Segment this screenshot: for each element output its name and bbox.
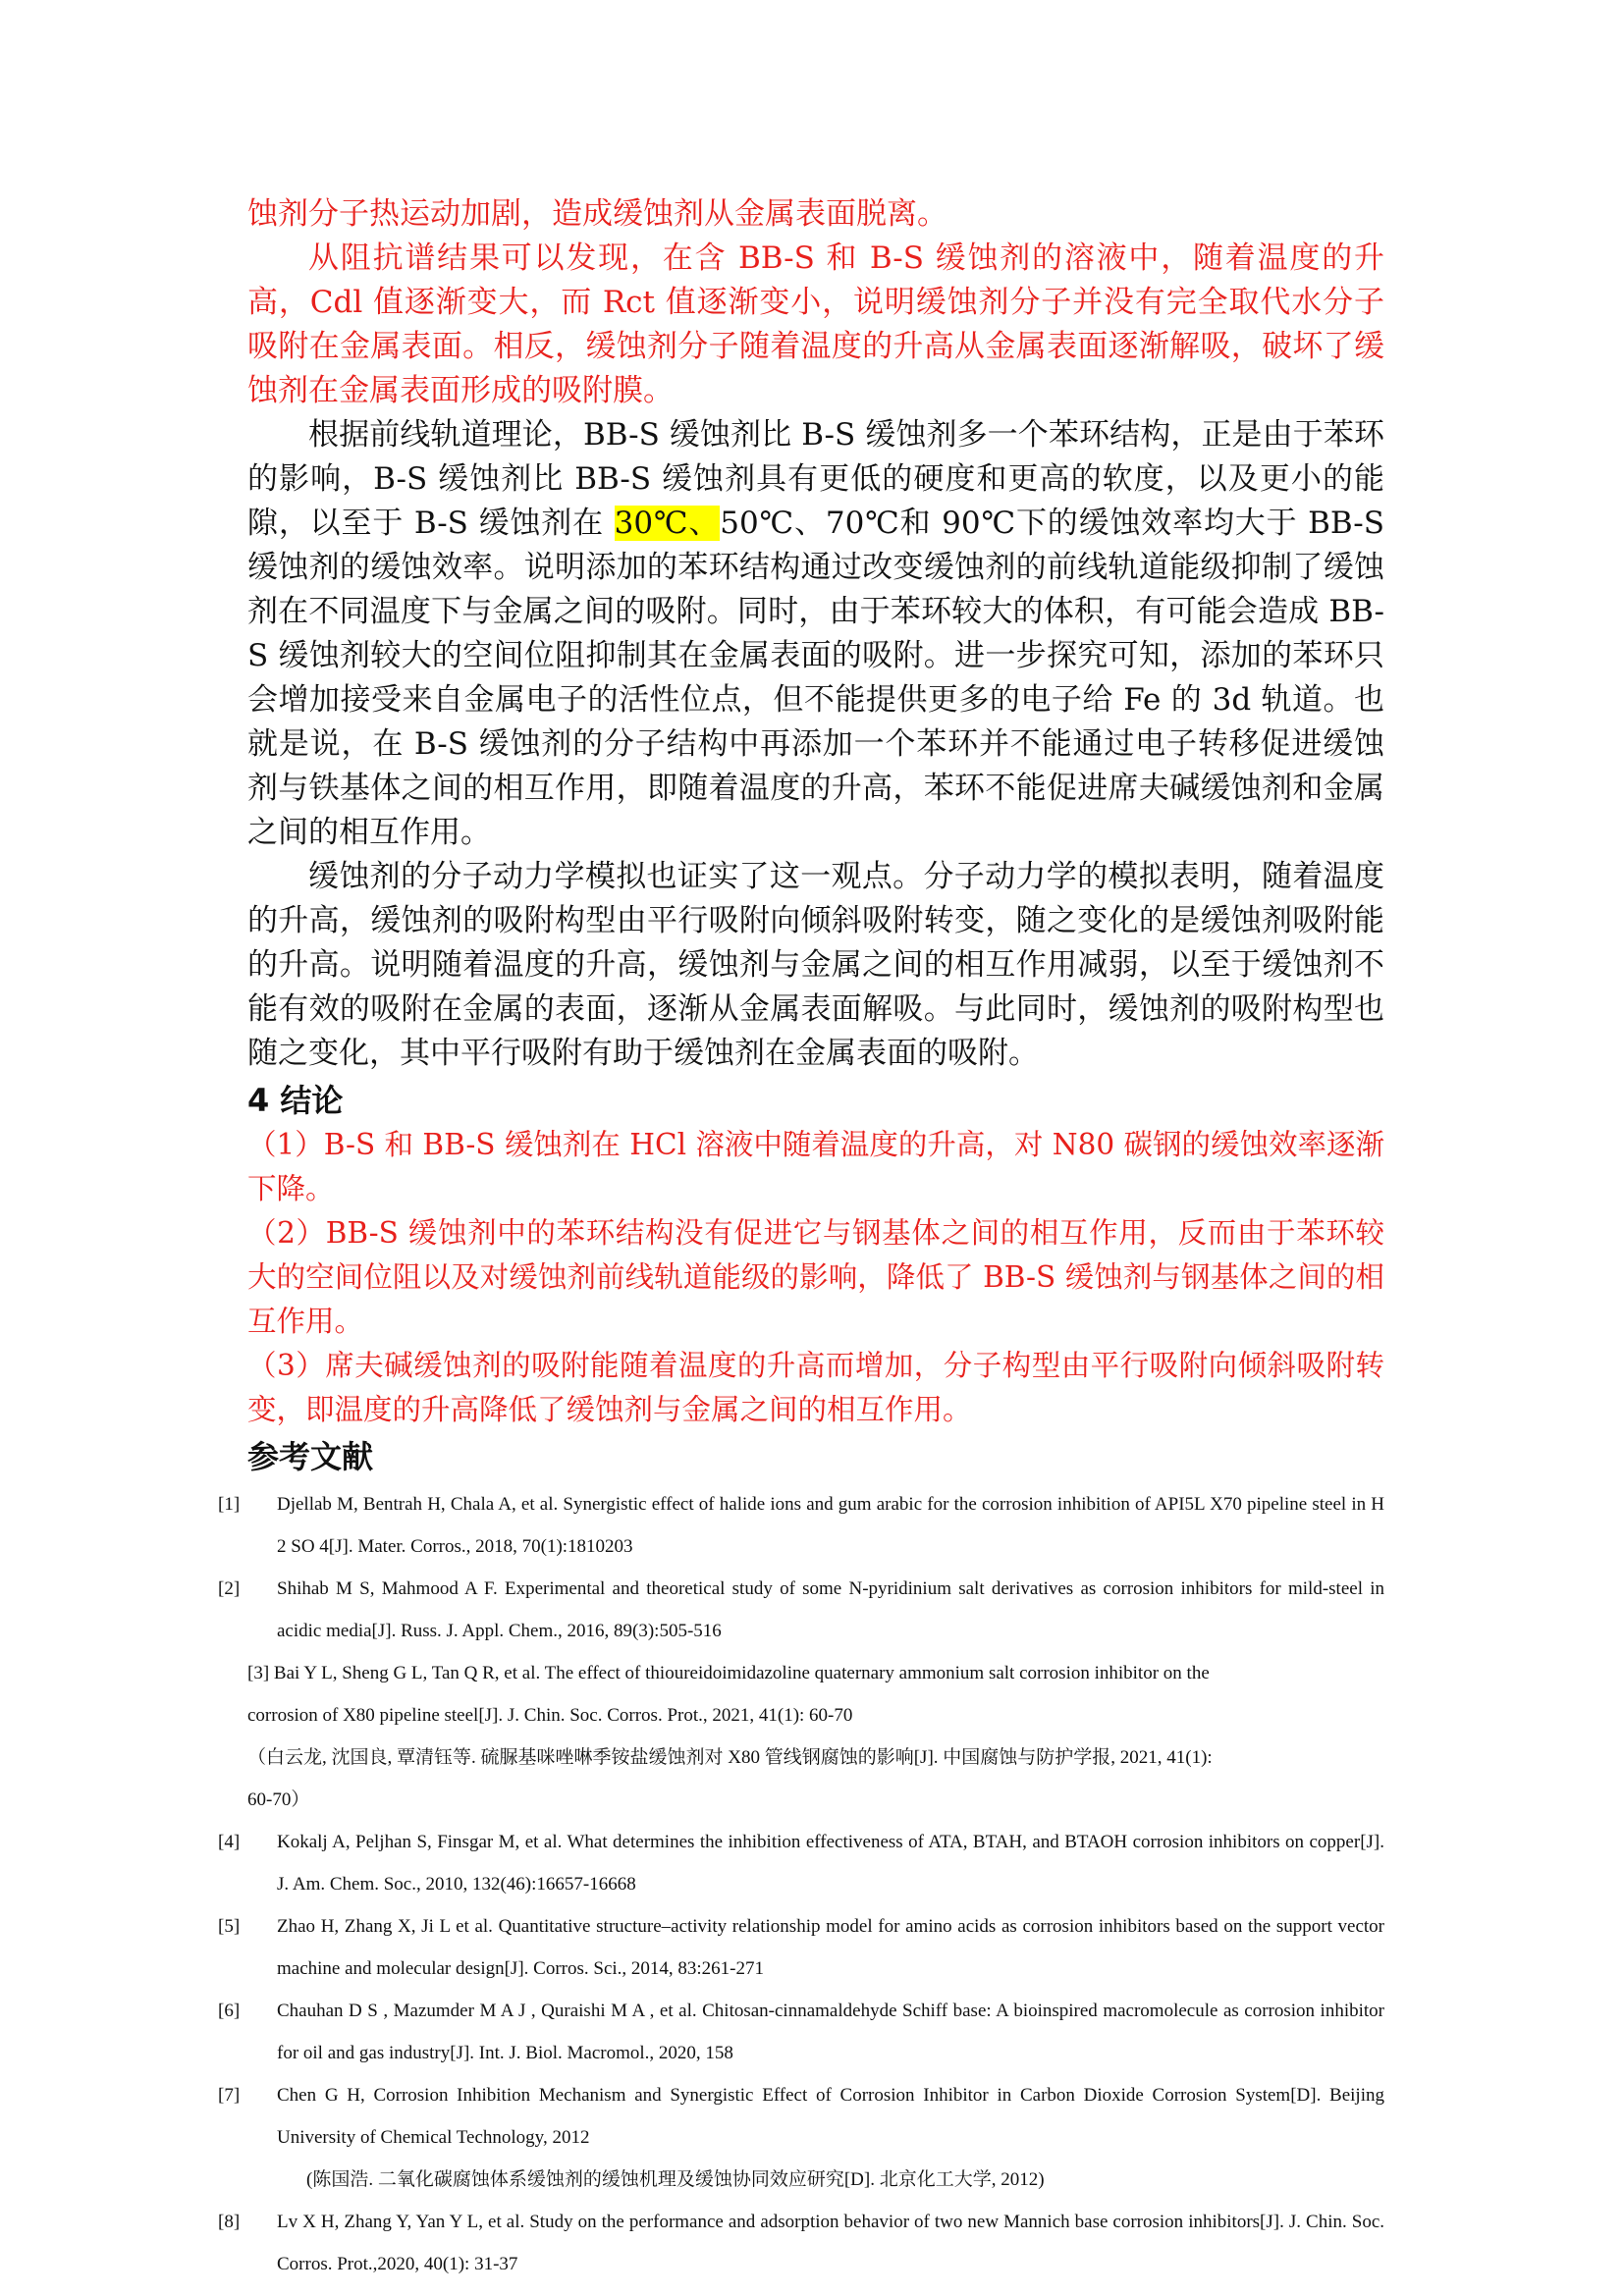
highlighted-text: 30℃、 xyxy=(614,506,721,541)
conclusion-item-3: （3）席夫碱缓蚀剂的吸附能随着温度的升高而增加，分子构型由平行吸附向倾斜吸附转变，即温度的升高降低了缓蚀剂与金属之间的相互作用。 xyxy=(247,1349,1384,1426)
reference-text: Kokalj A, Peljhan S, Finsgar M, et al. What determines the inhibition effectiveness of ATA, BTAH, and BTAOH corrosion inhibitors on copper[J]. J. Am. Chem. Soc., 2010, 132(46):16657-16668 xyxy=(277,1832,1384,1895)
reference-item-5 xyxy=(218,1905,1384,1990)
reference-text: Shihab M S, Mahmood A F. Experimental and theoretical study of some N-pyridinium salt derivatives as corrosion inhibitors for mild-steel in acidic media[J]. Russ. J. Appl. Chem., 2016, 89(3):505-516 xyxy=(277,1578,1384,1641)
reference-number: [2] xyxy=(218,1578,241,1599)
paragraph-3-text-a: 根据前线轨道理论，BB-S 缓蚀剂比 B-S 缓蚀剂多一个苯环结构，正是由于苯环的影响，B-S 缓蚀剂比 BB-S 缓蚀剂具有更低的硬度和更高的软度，以及更小的能隙，以至于 B-S 缓蚀剂在 xyxy=(247,417,1384,541)
reference-item-1 xyxy=(218,1483,1384,1568)
conclusion-item-2: （2）BB-S 缓蚀剂中的苯环结构没有促进它与钢基体之间的相互作用，反而由于苯环较大的空间位阻以及对缓蚀剂前线轨道能级的影响，降低了 BB-S 缓蚀剂与钢基体之间的相互作用。 xyxy=(247,1216,1384,1338)
paragraph-3 xyxy=(247,413,1384,855)
reference-translation: (陈国浩. 二氧化碳腐蚀体系缓蚀剂的缓蚀机理及缓蚀协同效应研究[D]. 北京化工大学, 2012) xyxy=(306,2169,1045,2190)
reference-translation-line: （白云龙, 沈国良, 覃清钰等. 硫脲基咪唑啉季铵盐缓蚀剂对 X80 管线钢腐蚀的影响[J]. 中国腐蚀与防护学报, 2021, 41(1): xyxy=(247,1747,1213,1768)
reference-list xyxy=(218,1483,1384,2285)
reference-number: [5] xyxy=(218,1916,241,1937)
reference-number: [7] xyxy=(218,2085,241,2106)
page-content xyxy=(218,192,1384,2285)
reference-item-6 xyxy=(218,1990,1384,2074)
reference-item-2 xyxy=(218,1568,1384,1652)
references-heading: 参考文献 xyxy=(247,1438,374,1475)
reference-item-3 xyxy=(247,1652,1384,1821)
reference-item-7 xyxy=(218,2074,1384,2201)
reference-text: Zhao H, Zhang X, Ji L et al. Quantitative structure–activity relationship model for amino acids as corrosion inhibitors based on the support vector machine and molecular design[J]. Corros. Sci., 2014, 83:261-271 xyxy=(277,1916,1384,1979)
reference-number: [6] xyxy=(218,2001,241,2021)
reference-item-8 xyxy=(218,2201,1384,2285)
paragraph-4: 缓蚀剂的分子动力学模拟也证实了这一观点。分子动力学的模拟表明，随着温度的升高，缓蚀剂的吸附构型由平行吸附向倾斜吸附转变，随之变化的是缓蚀剂吸附能的升高。说明随着温度的升高，缓蚀剂与金属之间的相互作用减弱，以至于缓蚀剂不能有效的吸附在金属的表面，逐渐从金属表面解吸。与此同时，缓蚀剂的吸附构型也随之变化，其中平行吸附有助于缓蚀剂在金属表面的吸附。 xyxy=(247,859,1384,1071)
reference-number: [1] xyxy=(218,1494,241,1515)
reference-text: Lv X H, Zhang Y, Yan Y L, et al. Study on the performance and adsorption behavior of two new Mannich base corrosion inhibitors[J]. J. Chin. Soc. Corros. Prot.,2020, 40(1): 31-37 xyxy=(277,2212,1384,2274)
reference-text: Chen G H, Corrosion Inhibition Mechanism and Synergistic Effect of Corrosion Inhibitor in Carbon Dioxide Corrosion System[D]. Beijing University of Chemical Technology, 2012 xyxy=(277,2085,1384,2148)
reference-translation-line: 60-70） xyxy=(247,1789,310,1810)
conclusion-heading: 4 结论 xyxy=(247,1082,344,1119)
reference-text: Chauhan D S , Mazumder M A J , Quraishi M A , et al. Chitosan-cinnamaldehyde Schiff base: A bioinspired macromolecule as corrosion inhibitor for oil and gas industry[J]. Int. J. Biol. Macromol., 2020, 158 xyxy=(277,2001,1384,2063)
paragraph-2: 从阻抗谱结果可以发现，在含 BB-S 和 B-S 缓蚀剂的溶液中，随着温度的升高，Cdl 值逐渐变大，而 Rct 值逐渐变小，说明缓蚀剂分子并没有完全取代水分子吸附在金属表面。相反，缓蚀剂分子随着温度的升高从金属表面逐渐解吸，破坏了缓蚀剂在金属表面形成的吸附膜。 xyxy=(247,240,1384,408)
reference-item-4 xyxy=(218,1821,1384,1905)
reference-line: corrosion of X80 pipeline steel[J]. J. Chin. Soc. Corros. Prot., 2021, 41(1): 60-70 xyxy=(247,1705,853,1726)
reference-number: [4] xyxy=(218,1832,241,1852)
reference-number: [8] xyxy=(218,2212,241,2232)
conclusion-item-1: （1）B-S 和 BB-S 缓蚀剂在 HCl 溶液中随着温度的升高，对 N80 碳钢的缓蚀效率逐渐下降。 xyxy=(247,1128,1384,1205)
reference-text: Djellab M, Bentrah H, Chala A, et al. Synergistic effect of halide ions and gum arabic for the corrosion inhibition of API5L X70 pipeline steel in H 2 SO 4[J]. Mater. Corros., 2018, 70(1):1810203 xyxy=(277,1494,1384,1557)
paragraph-3-text-b: 50℃、70℃和 90℃下的缓蚀效率均大于 BB-S 缓蚀剂的缓蚀效率。说明添加的苯环结构通过改变缓蚀剂的前线轨道能级抑制了缓蚀剂在不同温度下与金属之间的吸附。同时，由于苯环较大的体积，有可能会造成 BB-S 缓蚀剂较大的空间位阻抑制其在金属表面的吸附。进一步探究可知，添加的苯环只会增加接受来自金属电子的活性位点，但不能提供更多的电子给 Fe 的 3d 轨道。也就是说，在 B-S 缓蚀剂的分子结构中再添加一个苯环并不能通过电子转移促进缓蚀剂与铁基体之间的相互作用，即随着温度的升高，苯环不能促进席夫碱缓蚀剂和金属之间的相互作用。 xyxy=(247,506,1384,850)
paragraph-1: 蚀剂分子热运动加剧，造成缓蚀剂从金属表面脱离。 xyxy=(247,196,947,232)
reference-line: [3] Bai Y L, Sheng G L, Tan Q R, et al. The effect of thioureidoimidazoline quaternary ammonium salt corrosion inhibitor on the xyxy=(247,1663,1210,1683)
